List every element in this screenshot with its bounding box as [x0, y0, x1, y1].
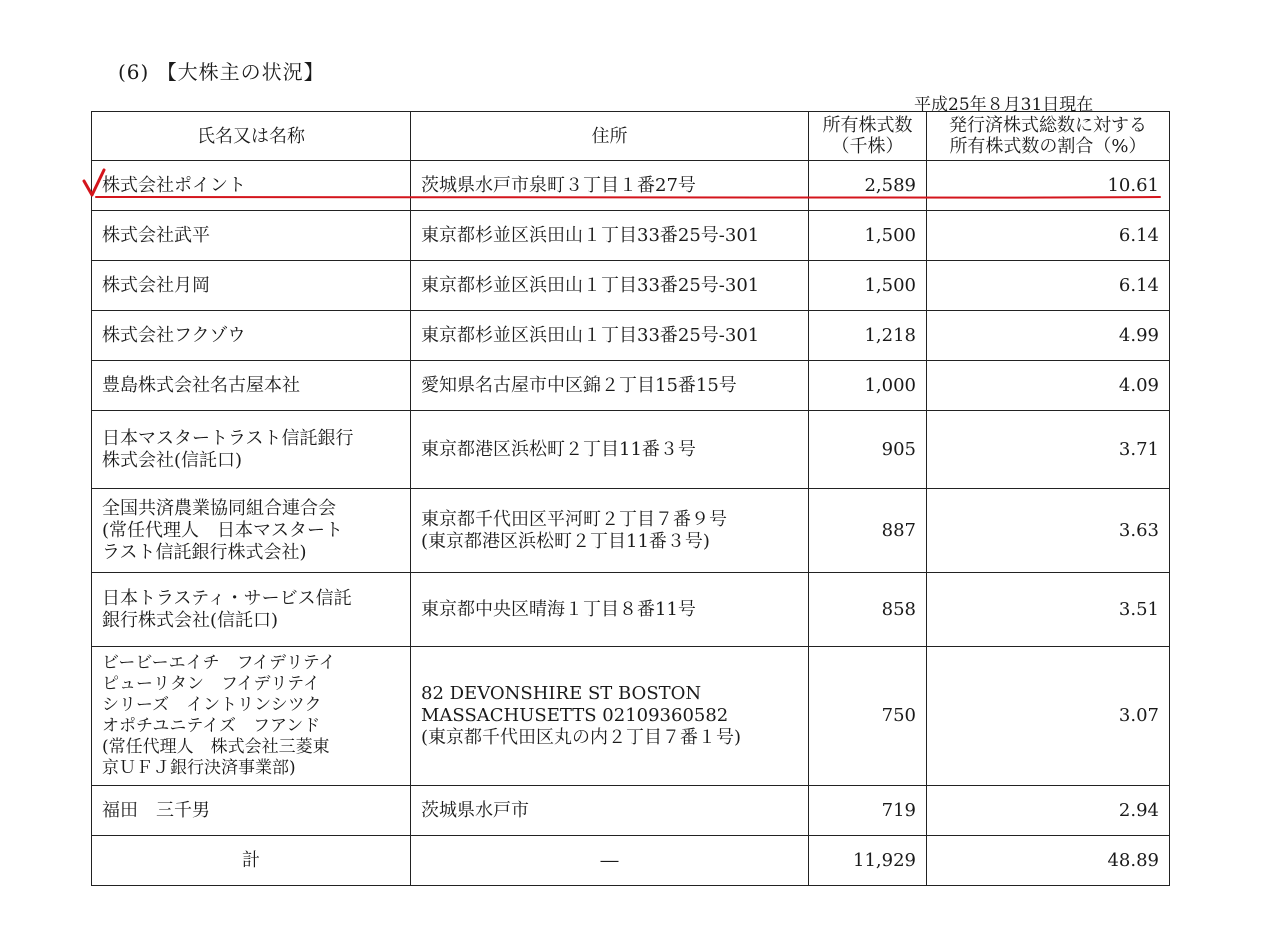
shares-held: 750	[809, 647, 927, 786]
total-ratio: 48.89	[927, 836, 1170, 886]
total-shares: 11,929	[809, 836, 927, 886]
total-row	[92, 836, 1170, 886]
shareholder-address: 東京都杉並区浜田山１丁目33番25号-301	[411, 261, 809, 311]
shareholder-address: 東京都港区浜松町２丁目11番３号	[411, 411, 809, 489]
shareholder-address: 茨城県水戸市泉町３丁目１番27号	[411, 161, 809, 211]
shareholder-name: 株式会社武平	[92, 211, 411, 261]
shareholder-name: ビービーエイチ フイデリテイ ピューリタン フイデリテイ シリーズ イントリンシツク オポチユニテイズ フアンド (常任代理人 株式会社三菱東 京ＵＦＪ銀行決済事業部)	[92, 647, 411, 786]
table-row	[92, 361, 1170, 411]
table-row	[92, 411, 1170, 489]
table-row	[92, 647, 1170, 786]
table-row	[92, 261, 1170, 311]
table-row	[92, 786, 1170, 836]
shareholder-address: 茨城県水戸市	[411, 786, 809, 836]
shareholder-address: 東京都杉並区浜田山１丁目33番25号-301	[411, 311, 809, 361]
ownership-ratio: 3.51	[927, 573, 1170, 647]
major-shareholders-table	[91, 111, 1170, 886]
shares-held: 1,500	[809, 261, 927, 311]
total-address-dash: ―	[411, 836, 809, 886]
header-shares: 所有株式数 （千株）	[809, 112, 927, 161]
shareholder-name: 株式会社月岡	[92, 261, 411, 311]
shares-held: 858	[809, 573, 927, 647]
shareholder-address: 東京都中央区晴海１丁目８番11号	[411, 573, 809, 647]
shares-held: 905	[809, 411, 927, 489]
as-of-date: 平成25年８月31日現在	[914, 95, 1094, 115]
ownership-ratio: 6.14	[927, 211, 1170, 261]
shares-held: 1,500	[809, 211, 927, 261]
ownership-ratio: 3.07	[927, 647, 1170, 786]
shares-held: 1,000	[809, 361, 927, 411]
shares-held: 1,218	[809, 311, 927, 361]
ownership-ratio: 3.71	[927, 411, 1170, 489]
shareholder-address: 東京都千代田区平河町２丁目７番９号 (東京都港区浜松町２丁目11番３号)	[411, 489, 809, 573]
section-heading: (6) 【大株主の状況】	[118, 60, 325, 84]
shareholder-address: 82 DEVONSHIRE ST BOSTON MASSACHUSETTS 02109360582 (東京都千代田区丸の内２丁目７番１号)	[411, 647, 809, 786]
shares-held: 887	[809, 489, 927, 573]
header-address: 住所	[411, 112, 809, 161]
shareholder-name: 全国共済農業協同組合連合会 (常任代理人 日本マスタート ラスト信託銀行株式会社)	[92, 489, 411, 573]
shareholder-name: 福田 三千男	[92, 786, 411, 836]
shareholder-address: 愛知県名古屋市中区錦２丁目15番15号	[411, 361, 809, 411]
header-ratio: 発行済株式総数に対する 所有株式数の割合（%）	[927, 112, 1170, 161]
ownership-ratio: 4.09	[927, 361, 1170, 411]
ownership-ratio: 3.63	[927, 489, 1170, 573]
table-row	[92, 489, 1170, 573]
shareholder-name: 豊島株式会社名古屋本社	[92, 361, 411, 411]
shareholder-name: 株式会社ポイント	[92, 161, 411, 211]
table-row	[92, 161, 1170, 211]
shareholder-address: 東京都杉並区浜田山１丁目33番25号-301	[411, 211, 809, 261]
shares-held: 719	[809, 786, 927, 836]
shares-held: 2,589	[809, 161, 927, 211]
table-row	[92, 211, 1170, 261]
ownership-ratio: 10.61	[927, 161, 1170, 211]
table-row	[92, 573, 1170, 647]
shareholder-name: 日本マスタートラスト信託銀行 株式会社(信託口)	[92, 411, 411, 489]
table-row	[92, 311, 1170, 361]
table-header-row	[92, 112, 1170, 161]
ownership-ratio: 4.99	[927, 311, 1170, 361]
total-label: 計	[92, 836, 411, 886]
ownership-ratio: 2.94	[927, 786, 1170, 836]
shareholder-name: 日本トラスティ・サービス信託 銀行株式会社(信託口)	[92, 573, 411, 647]
header-name: 氏名又は名称	[92, 112, 411, 161]
shareholder-name: 株式会社フクゾウ	[92, 311, 411, 361]
ownership-ratio: 6.14	[927, 261, 1170, 311]
